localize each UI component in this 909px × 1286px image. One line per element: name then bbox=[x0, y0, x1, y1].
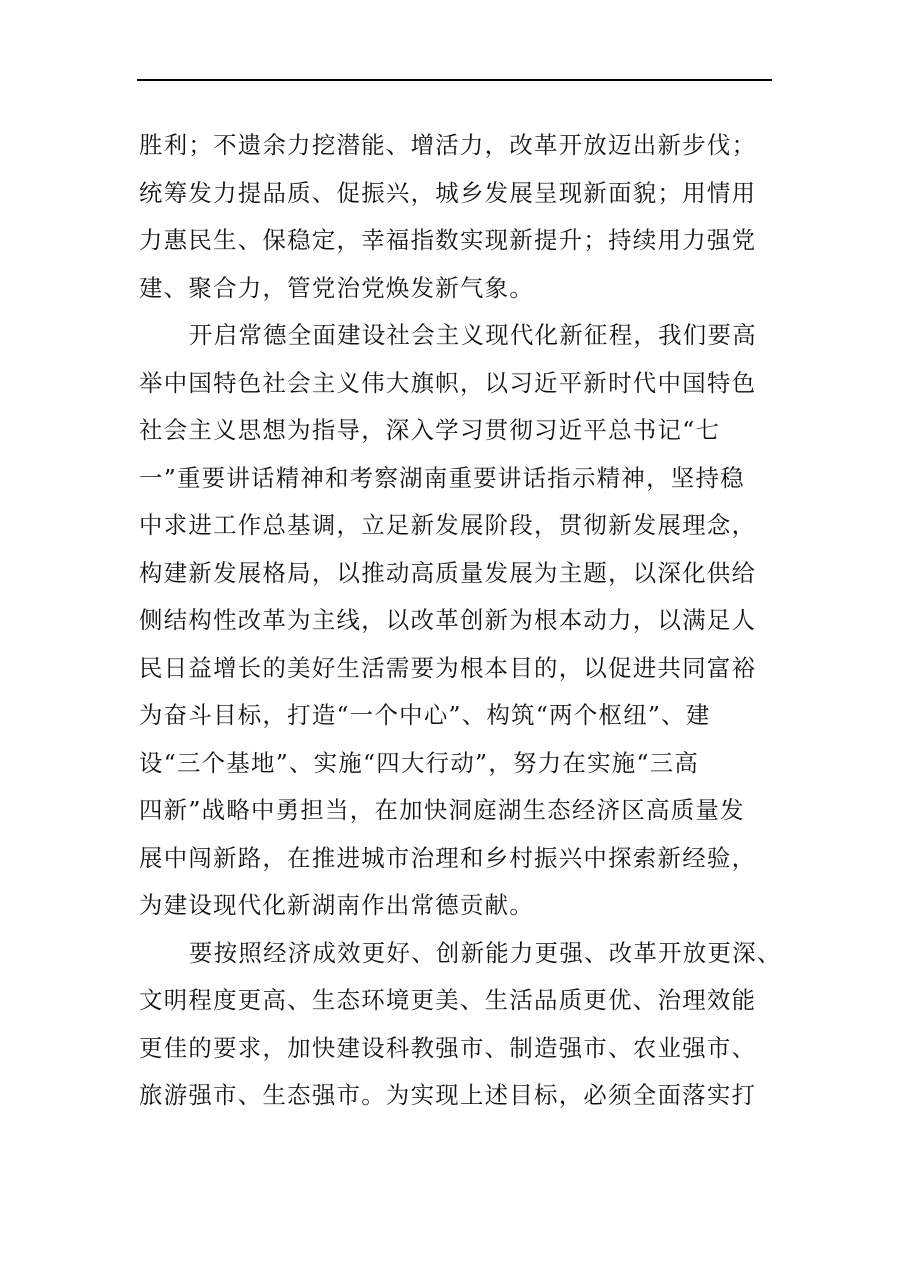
text-line: 社会主义思想为指导，深入学习贯彻习近平总书记“七 bbox=[139, 416, 721, 444]
text-line: 举中国特色社会主义伟大旗帜，以习近平新时代中国特色 bbox=[139, 368, 757, 397]
text-line: 建、聚合力，管党治党焕发新气象。 bbox=[139, 273, 535, 302]
text-line: 一”重要讲话精神和考察湖南重要讲话指示精神，坚持稳 bbox=[139, 463, 745, 492]
text-line: 力惠民生、保稳定，幸福指数实现新提升；持续用力强党 bbox=[139, 226, 757, 254]
text-line: 要按照经济成效更好、创新能力更强、改革开放更深、 bbox=[189, 938, 782, 967]
text-line: 为奋斗目标，打造“一个中心”、构筑“两个枢纽”、建 bbox=[139, 701, 711, 729]
text-line: 中求进工作总基调，立足新发展阶段，贯彻新发展理念， bbox=[139, 511, 757, 539]
header-rule bbox=[137, 79, 772, 81]
text-line: 设“三个基地”、实施“四大行动”，努力在实施“三高 bbox=[139, 748, 700, 777]
text-line: 民日益增长的美好生活需要为根本目的，以促进共同富裕 bbox=[139, 653, 757, 682]
paragraph-2 bbox=[139, 312, 769, 930]
text-line: 为建设现代化新湖南作出常德贡献。 bbox=[139, 891, 535, 919]
text-line: 更佳的要求，加快建设科教强市、制造强市、农业强市、 bbox=[139, 1033, 757, 1062]
body-text bbox=[139, 122, 782, 1120]
text-line: 构建新发展格局，以推动高质量发展为主题，以深化供给 bbox=[139, 558, 757, 587]
text-line: 侧结构性改革为主线，以改革创新为根本动力，以满足人 bbox=[139, 606, 757, 634]
paragraph-1 bbox=[139, 122, 769, 312]
text-line: 文明程度更高、生态环境更美、生活品质更优、治理效能 bbox=[139, 986, 757, 1014]
text-line: 四新”战略中勇担当，在加快洞庭湖生态经济区高质量发 bbox=[139, 796, 745, 824]
text-line: 开启常德全面建设社会主义现代化新征程，我们要高 bbox=[189, 321, 757, 349]
text-line: 统筹发力提品质、促振兴，城乡发展呈现新面貌；用情用 bbox=[139, 178, 757, 207]
text-line: 胜利；不遗余力挖潜能、增活力，改革开放迈出新步伐； bbox=[139, 131, 757, 159]
text-line: 旅游强市、生态强市。为实现上述目标，必须全面落实打 bbox=[139, 1081, 757, 1109]
text-line: 展中闯新路，在推进城市治理和乡村振兴中探索新经验， bbox=[139, 843, 757, 872]
paragraph-3 bbox=[139, 930, 782, 1120]
